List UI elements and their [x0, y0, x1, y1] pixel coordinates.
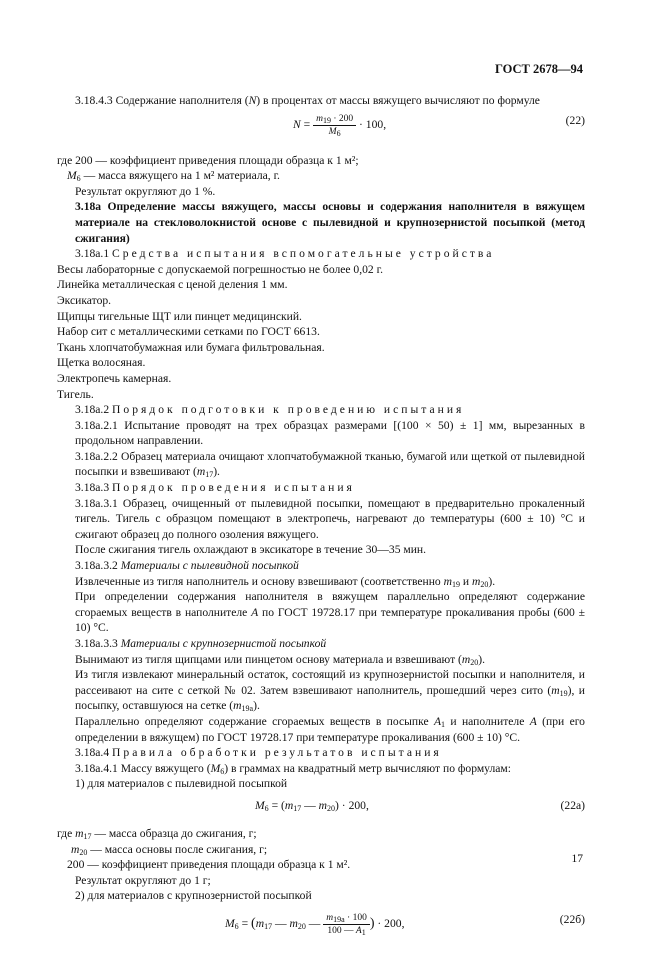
subsection-heading: 3.18а.1 Средства испытания вспомогательные устройства — [75, 247, 495, 261]
subsection-heading: 3.18а.3.2 Материалы с пылевидной посыпкой — [75, 559, 299, 573]
result-note: Результат округляют до 1 %. — [75, 184, 216, 198]
equipment-item: Тигель. — [57, 387, 94, 401]
equipment-item: Ткань хлопчатобумажная или бумага фильтровальная. — [57, 340, 325, 354]
paragraph: 1) для материалов с пылевидной посыпкой — [75, 777, 288, 791]
where-clause: где $m_{17}$ — масса образца до сжигания, г; — [57, 826, 257, 841]
formula-22: N = $\frac{m_{19} \cdot 200}{M_6}$ · 100, (22) — [293, 113, 585, 138]
equipment-item: Набор сит с металлическими сетками по ГОСТ 6613. — [57, 325, 320, 339]
subsection-heading: 3.18а.3.3 Материалы с крупнозернистой посыпкой — [75, 637, 327, 650]
paragraph: Вынимают из тигля щипцами или пинцетом основу материала и взвешивают $(m_{20})$. — [75, 652, 486, 667]
section-title-3-18a: 3.18а Определение массы вяжущего, массы основы и содержания наполнителя в вяжущем материале на стекловолокнистой основе с пылевидной и крупнозернистой посыпкой (метод сжигания) — [75, 200, 585, 245]
equipment-item: Эксикатор. — [57, 293, 112, 307]
formula-22a: $M_6 = (m_{17}$ — $m_{20}) \cdot 200$, (22а) — [255, 798, 585, 813]
paragraph: 3.18а.4.1 Массу вяжущего $(M_6)$ в граммах на квадратный метр вычисляют по формулам: — [75, 761, 511, 776]
equipment-item: Линейка металлическая с ценой деления 1 мм. — [57, 278, 288, 292]
paragraph: 2) для материалов с крупнозернистой посыпкой — [75, 889, 312, 903]
paragraph: Параллельно определяют содержание сгораемых веществ в посыпке $A_1$ и наполнителе A (при его определении в вяжущем) по ГОСТ 19728.17 при температуре прокаливания (600 ± 10) °С. — [75, 714, 585, 744]
subsection-heading: 3.18а.3 Порядок проведения испытания — [75, 481, 355, 495]
formula-number: (22б) — [559, 912, 585, 926]
paragraph: После сжигания тигель охлаждают в эксикаторе в течение 30—35 мин. — [75, 543, 427, 557]
where-clause: где 200 — коэффициент приведения площади образца к 1 м²; — [57, 153, 359, 167]
paragraph: Из тигля извлекают минеральный остаток, состоящий из крупнозернистой посыпки и наполнителя, и рассеивают на сите с сеткой № 02. Затем взвешивают наполнитель, прошедший через сито $(m_{19})$, и посыпку, оставшуюся на сетке $(m_{19а})$. — [75, 668, 585, 714]
equipment-item: Щипцы тигельные ЩТ или пинцет медицинский. — [57, 309, 302, 323]
equipment-item: Щетка волосяная. — [57, 356, 146, 370]
formula-number: (22а) — [560, 798, 585, 812]
where-clause: $m_{20}$ — масса основы после сжигания, г; — [71, 842, 268, 857]
page-number: 17 — [571, 853, 583, 866]
subsection-heading: 3.18а.4 Правила обработки результатов испытания — [75, 746, 442, 760]
paragraph: 3.18а.2.1 Испытание проводят на трех образцах размерами [(100 × 50) ± 1] мм, вырезанных в продольном направлении. — [75, 418, 585, 448]
document-code: ГОСТ 2678—94 — [494, 62, 583, 76]
equipment-item: Весы лабораторные с допускаемой погрешностью не более 0,02 г. — [57, 262, 383, 276]
paragraph: 3.18а.2.2 Образец материала очищают хлопчатобумажной тканью, бумагой или щеткой от пылевидной посыпки и взвешивают $(m_{17})$. — [75, 449, 585, 480]
paragraph: Извлеченные из тигля наполнитель и основу взвешивают (соответственно $m_{19}$ и $m_{20}$). — [75, 574, 496, 589]
formula-number: (22) — [565, 113, 585, 127]
where-clause: 200 — коэффициент приведения площади образца к 1 м². — [67, 858, 351, 872]
subsection-heading: 3.18а.2 Порядок подготовки к проведению испытания — [75, 403, 465, 417]
fraction: $\frac{m_{19а} \cdot 100}{100 — A_1}$ — [323, 912, 370, 937]
document-body — [57, 93, 585, 954]
equipment-item: Электропечь камерная. — [57, 371, 172, 385]
paragraph-3-18-4-3: 3.18.4.3 Содержание наполнителя (N) в процентах от массы вяжущего вычисляют по формуле — [75, 94, 540, 107]
where-clause: $M_6$ — масса вяжущего на 1 м² материала, г. — [67, 169, 280, 184]
formula-22b: $M_6 = (m_{17}$ — $m_{20}$ — $\frac{m_{19а} \cdot 100}{100 — A_1}$ ) · 200, (22б) — [225, 912, 585, 937]
fraction: $\frac{m_{19} \cdot 200}{M_6}$ — [313, 113, 356, 138]
paragraph: При определении содержания наполнителя в вяжущем параллельно определяют содержание сгораемых веществ в наполнителе А по ГОСТ 19728.17 при температуре прокаливания пробы (600 ± 10) °С. — [75, 590, 585, 635]
paragraph: 3.18а.3.1 Образец, очищенный от пылевидной посыпки, помещают в предварительно прокаленный тигель. Тигель с образцом помещают в электропечь, нагревают до температуры (600 ± 10) °С и сжигают образец до полного озоления вяжущего. — [75, 496, 585, 541]
result-note: Результат округляют до 1 г; — [75, 873, 211, 887]
